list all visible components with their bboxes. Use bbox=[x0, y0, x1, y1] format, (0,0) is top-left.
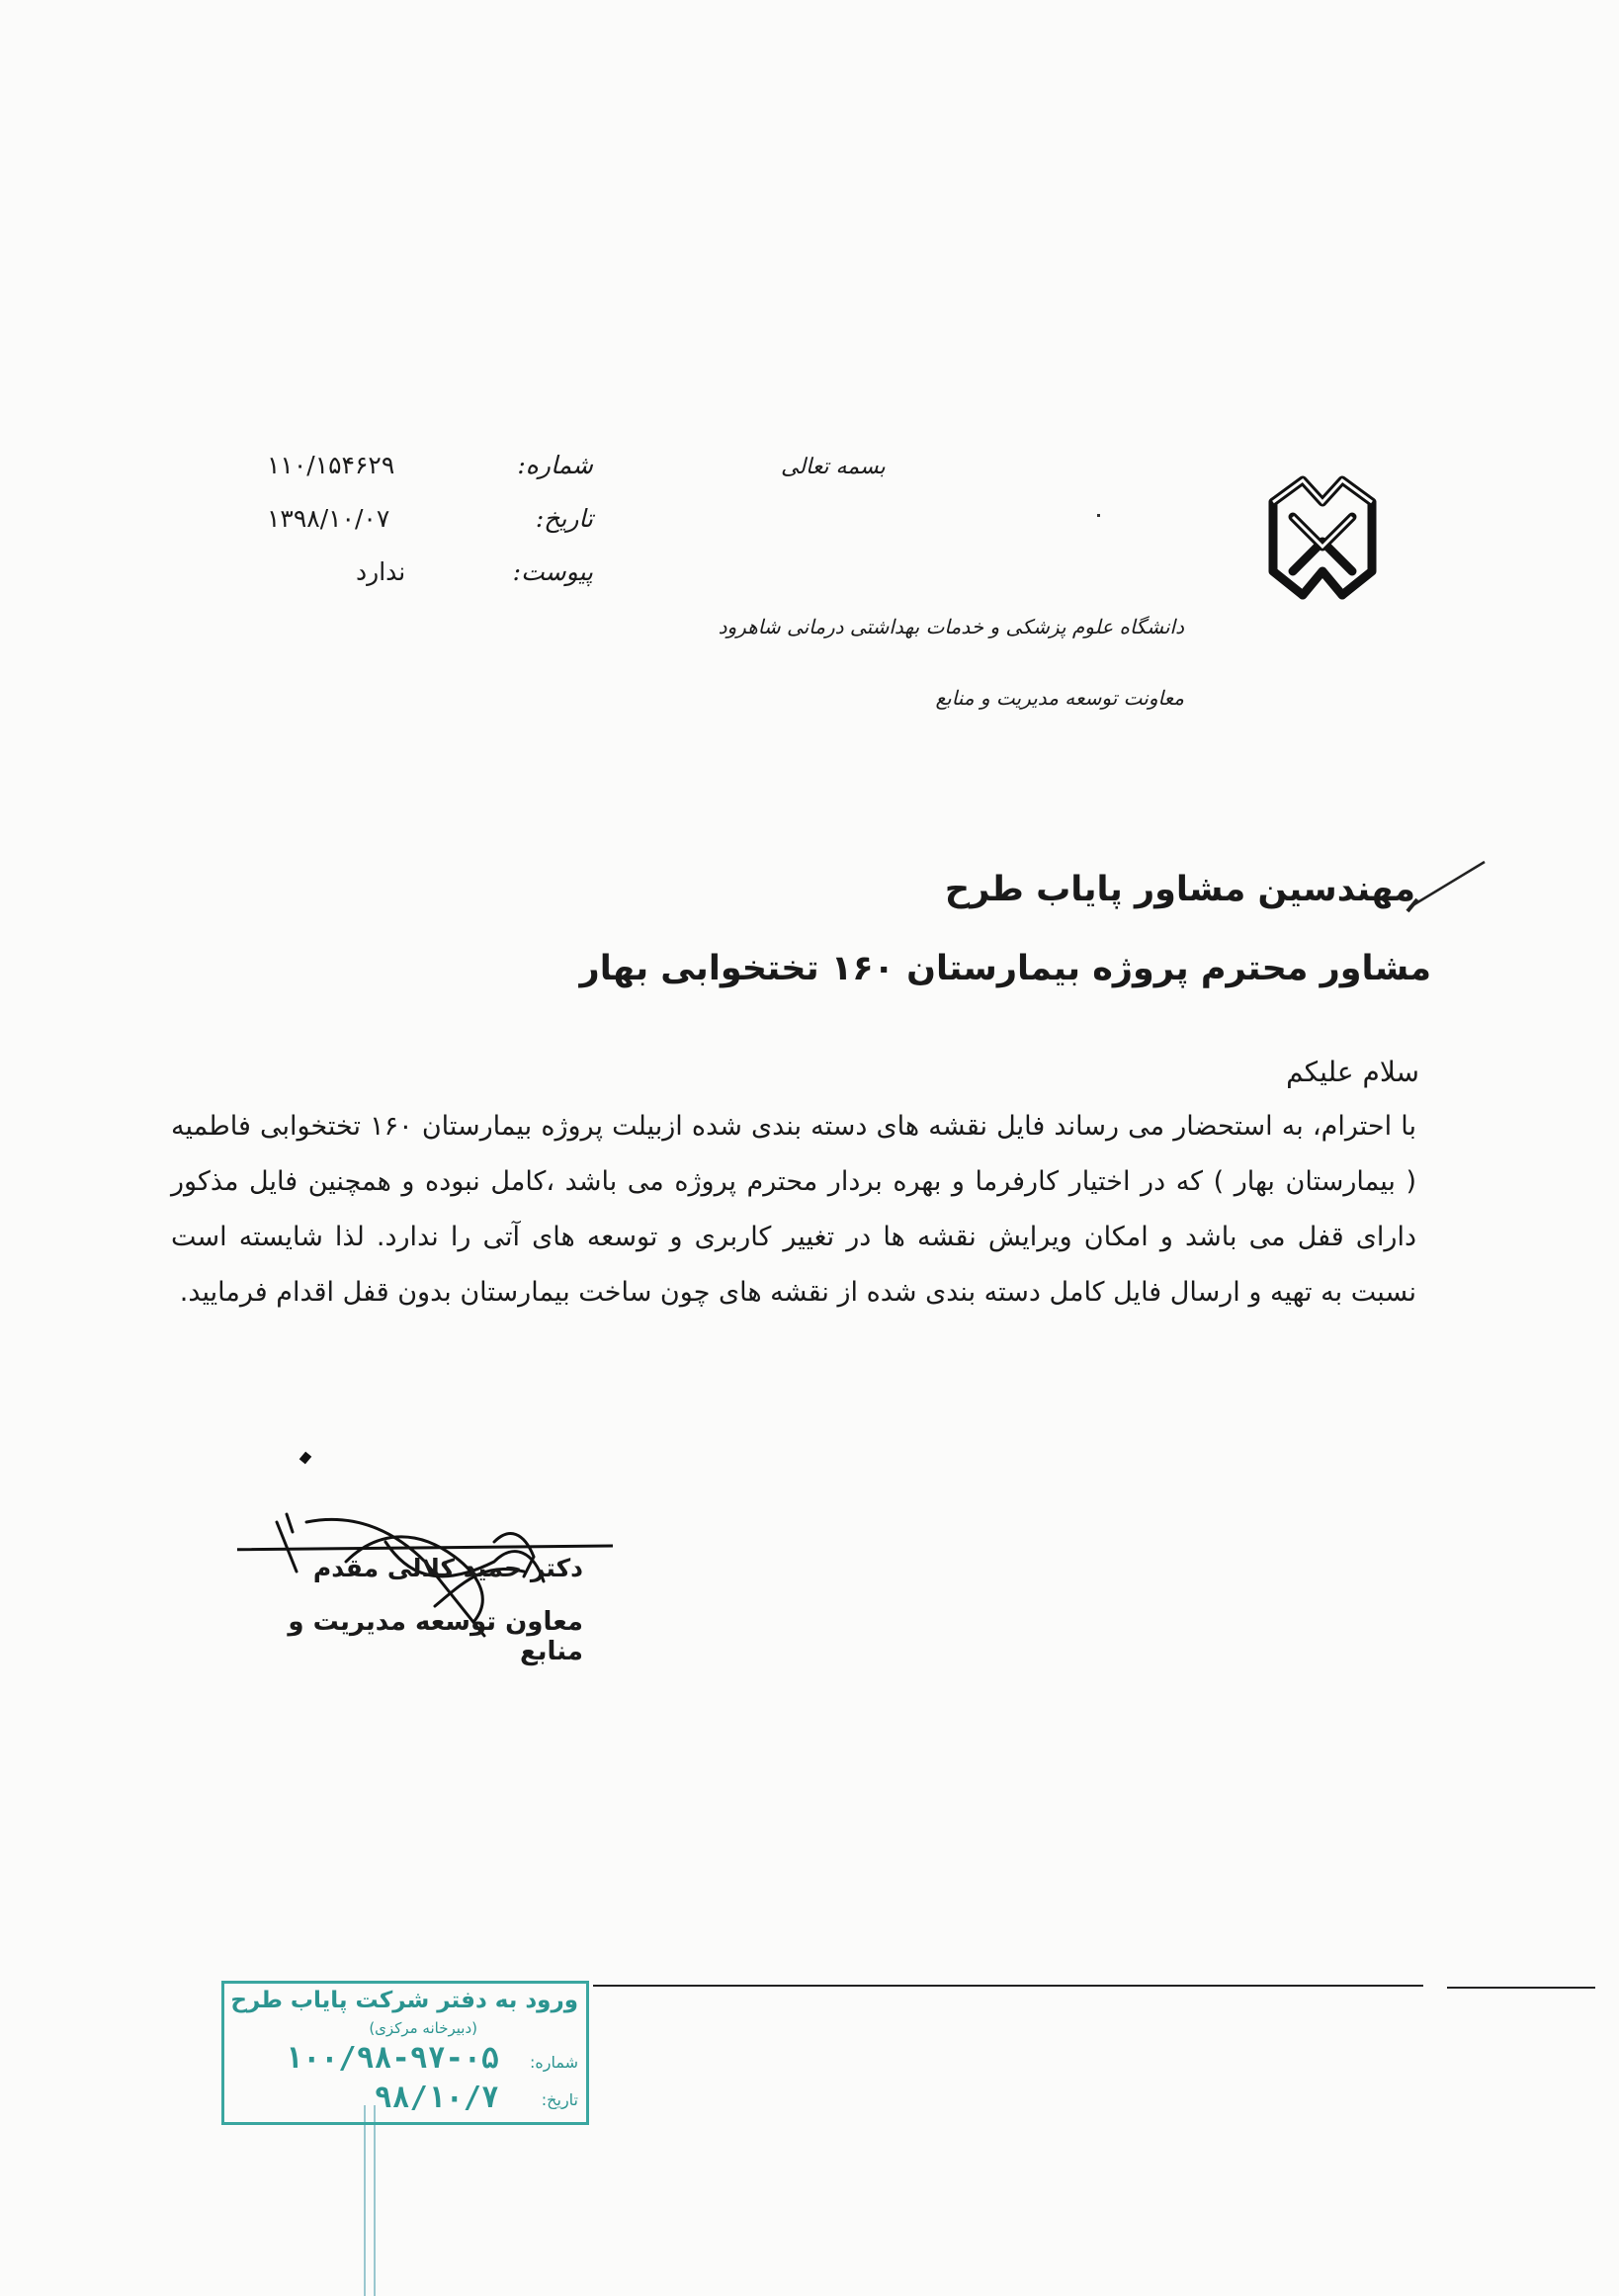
ink-dot bbox=[299, 1452, 312, 1465]
stamp-date-value: ۹۸/۱۰/۷ bbox=[374, 2081, 499, 2115]
letter-number-row bbox=[267, 451, 593, 486]
letter-number-label: شماره: bbox=[517, 451, 593, 479]
signer-title: معاون توسعه مدیریت و منابع bbox=[288, 1607, 583, 1666]
ink-dot bbox=[1097, 514, 1100, 517]
university-logo-icon bbox=[1253, 472, 1392, 603]
letter-attachment-value: ندارد bbox=[356, 557, 406, 586]
stamp-subtitle: (دبیرخانه مرکزی) bbox=[369, 2019, 477, 2037]
stamp-title: ورود به دفتر شرکت پایاب طرح bbox=[230, 1988, 578, 2013]
organization-name: دانشگاه علوم پزشکی و خدمات بهداشتی درمانی شاهرود bbox=[718, 615, 1184, 638]
letter-attachment-row bbox=[267, 557, 593, 593]
bismillah: بسمه تعالی bbox=[781, 455, 886, 479]
footer-divider-right bbox=[1447, 1987, 1595, 1989]
footer-divider bbox=[593, 1985, 1423, 1987]
letter-date-row bbox=[267, 504, 593, 540]
stamp-number-value: ۱۰۰/۹۸-۹۷-۰۵ bbox=[285, 2041, 499, 2076]
addressee-company: مهندسین مشاور پایاب طرح bbox=[944, 870, 1415, 909]
greeting: سلام علیکم bbox=[1286, 1056, 1419, 1088]
letter-attachment-label: پیوست: bbox=[512, 557, 593, 586]
stamp-number-label: شماره: bbox=[529, 2053, 578, 2072]
signer-name: دکتر حمید کلالی مقدم bbox=[312, 1554, 583, 1582]
letter-body: با احترام، به استحضار می رساند فایل نقشه های دسته بندی شده ازبیلت پروژه بیمارستان ۱۶۰ تختخوابی فاطمیه ( بیمارستان بهار ) که در اختیار کارفرما و بهره بردار محترم پروژه می باشد ،کامل نبوده و همچنین فایل مذکور دارای قفل می باشد و امکان ویرایش نقشه ها در تغییر کاربری و توسعه های آتی را ندارد. لذا شایسته است نسبت به تهیه و ارسال فایل کامل دسته بندی شده از نقشه های چون ساخت بیمارستان بدون قفل اقدام فرمایید. bbox=[171, 1111, 1416, 1308]
entry-stamp bbox=[221, 1981, 589, 2125]
letter-date-label: تاریخ: bbox=[535, 504, 593, 533]
scan-line bbox=[374, 2105, 376, 2296]
letter-date-value: ۱۳۹۸/۱۰/۰۷ bbox=[267, 504, 390, 533]
organization-department: معاونت توسعه مدیریت و منابع bbox=[935, 686, 1184, 710]
letter-number-value: ۱۱۰/۱۵۴۶۲۹ bbox=[267, 451, 395, 479]
scan-line bbox=[364, 2105, 366, 2296]
stamp-date-label: تاریخ: bbox=[541, 2090, 578, 2109]
addressee-project: مشاور محترم پروژه بیمارستان ۱۶۰ تختخوابی بهار bbox=[579, 949, 1431, 988]
